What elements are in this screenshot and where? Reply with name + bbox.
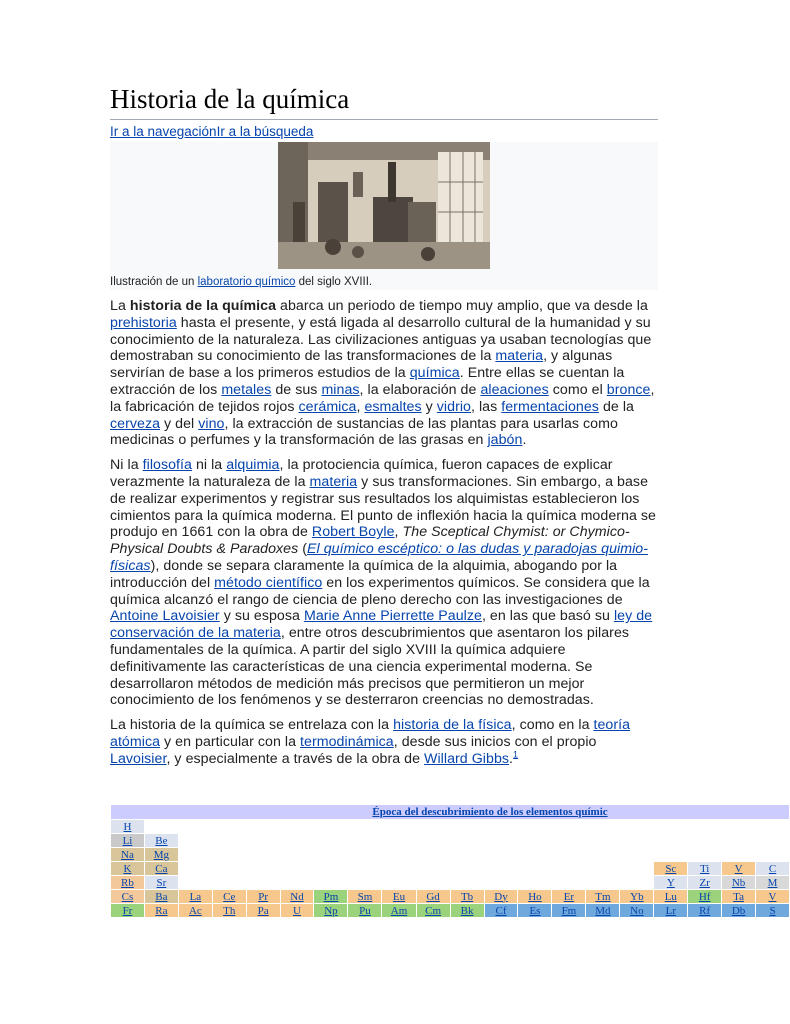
element-link[interactable]: Er (563, 890, 575, 903)
link-historia-fisica[interactable]: historia de la física (393, 717, 512, 734)
element-link[interactable]: U (293, 904, 301, 917)
link-bronce[interactable]: bronce (606, 381, 651, 398)
text: , la elaboración de (359, 381, 481, 398)
element-link[interactable]: Ta (733, 890, 744, 903)
element-link[interactable]: Nb (731, 876, 746, 889)
link-prehistoria[interactable]: prehistoria (110, 314, 177, 331)
text: . Entre ellas se cuentan la extracción de los (110, 365, 625, 398)
text: como el (548, 381, 607, 398)
element-link[interactable]: Ti (699, 862, 710, 875)
text: y sus transformaciones. Sin embargo, a base de realizar experimentos y registrar sus resultados los alquimistas establecieron los cimientos para la química moderna. El punto de inflexión hacia la química moderna se produjo en 1661 con la obra de (110, 473, 656, 541)
element-link[interactable]: Sc (665, 862, 677, 875)
table-row (111, 820, 790, 834)
element-cell[interactable] (620, 904, 654, 918)
element-link[interactable]: Ce (223, 890, 236, 903)
element-cell[interactable] (212, 904, 246, 918)
element-link[interactable]: Cm (425, 904, 442, 917)
element-cell[interactable] (518, 904, 552, 918)
jump-links (110, 124, 658, 140)
element-cell[interactable] (654, 904, 688, 918)
element-link[interactable]: Gd (426, 890, 440, 903)
element-link[interactable]: Db (731, 904, 746, 917)
element-cell[interactable] (586, 904, 620, 918)
element-link[interactable]: Pm (323, 890, 339, 903)
element-link[interactable]: Be (155, 834, 168, 847)
element-link[interactable]: Y (666, 876, 675, 889)
element-cell[interactable] (416, 904, 450, 918)
text: hasta el presente, y está ligada al desarrollo cultural de la humanidad y su conocimiento de la naturaleza. Las civilizaciones antiguas ya usaban tecnologías que demostraban su conocimiento de las transformaciones de la (110, 314, 652, 365)
element-link[interactable]: Dy (494, 890, 508, 903)
element-cell[interactable] (756, 904, 790, 918)
element-link[interactable]: Mg (153, 848, 170, 861)
element-link[interactable]: Ho (528, 890, 542, 903)
text: ni la (191, 457, 227, 474)
element-link[interactable]: Ac (188, 904, 202, 917)
element-cell[interactable] (688, 876, 722, 890)
element-cell[interactable] (654, 862, 688, 876)
table-row (111, 890, 790, 904)
element-link[interactable]: Li (122, 834, 133, 847)
empty-cell (178, 848, 789, 862)
link-marie-anne-paulze[interactable]: Marie Anne Pierrette Paulze (303, 608, 482, 625)
element-link[interactable]: Es (529, 904, 541, 917)
text: , (394, 524, 403, 541)
link-cerveza[interactable]: cerveza (110, 415, 161, 432)
text: , entre otros descubrimientos que asentaron los pilares fundamentales de la química. A partir del siglo XVIII la química adquiere definitivamente las características de una ciencia experimental moderna. Se desarrollaron métodos de medición más precisos que permitieron un mejor conocimiento de los fenómenos y se desterraron creencias no demostradas. (110, 625, 630, 709)
link-vino[interactable]: vino (198, 415, 225, 432)
link-ceramica[interactable]: cerámica (298, 398, 357, 415)
page-title: Historia de la química (110, 82, 658, 120)
element-link[interactable]: Tb (460, 890, 474, 903)
periodic-table (110, 804, 790, 918)
link-vidrio[interactable]: vidrio (436, 398, 471, 415)
text: abarca un periodo de tiempo muy amplio, que va desde la (276, 298, 648, 314)
element-link[interactable]: Sr (156, 876, 167, 889)
element-cell[interactable] (586, 890, 620, 904)
element-cell[interactable] (484, 890, 518, 904)
element-cell[interactable] (450, 890, 484, 904)
text: en los experimentos químicos. Se considera que la química alcanzó el rango de ciencia de pleno derecho con las investigaciones de (110, 574, 650, 608)
table-row (111, 876, 790, 890)
text: , y algunas servirían de base a los primeros estudios de la (110, 348, 613, 382)
text: ( (298, 541, 308, 558)
element-cell[interactable] (111, 862, 145, 876)
element-cell[interactable] (144, 904, 178, 918)
element-link[interactable]: M (767, 876, 778, 889)
element-cell[interactable] (654, 890, 688, 904)
paragraph-2 (110, 457, 658, 709)
element-cell[interactable] (280, 904, 314, 918)
link-alquimia[interactable]: alquimia (226, 457, 280, 474)
element-cell[interactable] (654, 876, 688, 890)
element-cell[interactable] (314, 904, 348, 918)
link-ley-conservacion-materia[interactable]: ley de conservación de la materia (110, 608, 653, 642)
link-lavoisier[interactable]: Lavoisier (110, 750, 167, 767)
caption-text: Ilustración de un (110, 276, 198, 288)
text: , y especialmente a través de la obra de (166, 750, 425, 767)
element-cell[interactable] (416, 890, 450, 904)
text: , como en la (511, 717, 594, 734)
element-link[interactable]: Th (223, 904, 236, 917)
element-cell[interactable] (348, 904, 382, 918)
element-cell[interactable] (144, 848, 178, 862)
table-header (111, 805, 790, 820)
link-robert-boyle[interactable]: Robert Boyle (311, 524, 395, 541)
paragraph-3 (110, 717, 658, 767)
element-link[interactable]: Zr (699, 876, 710, 889)
paragraph-1 (110, 298, 658, 449)
table-row (111, 904, 790, 918)
element-cell[interactable] (348, 890, 382, 904)
element-cell[interactable] (178, 904, 212, 918)
element-cell[interactable] (144, 834, 178, 848)
element-link[interactable]: No (630, 904, 644, 917)
table-row (111, 848, 790, 862)
link-materia[interactable]: materia (495, 348, 544, 365)
element-link[interactable]: V (734, 862, 743, 875)
book-title: The Sceptical Chymist: or Chymico-Physical Doubts & Paradoxes (110, 524, 630, 558)
table-header-link[interactable]: Época del descubrimiento de los elementos químic (372, 806, 608, 818)
jump-to-search-link[interactable]: Ir a la búsqueda (216, 124, 314, 139)
element-link[interactable]: H (123, 820, 132, 833)
element-link[interactable]: Sm (357, 890, 373, 903)
table-header-row (111, 805, 790, 820)
element-link[interactable]: Pr (258, 890, 269, 903)
text: , la extracción de sustancias de las plantas para usarlas como medicinas o perfumes y la transformación de las grasas en (110, 415, 618, 449)
element-cell[interactable] (212, 890, 246, 904)
element-cell[interactable] (246, 904, 280, 918)
text: ), donde se separa claramente la química de la alquimia, abogando por la introducción del (110, 557, 618, 591)
link-teoria-atomica[interactable]: teoría atómica (110, 717, 631, 750)
element-cell[interactable] (688, 890, 722, 904)
text: y en particular con la (160, 733, 301, 750)
element-link[interactable]: K (123, 862, 132, 875)
element-link[interactable]: Pa (257, 904, 269, 917)
article (110, 82, 658, 768)
link-antoine-lavoisier[interactable]: Antoine Lavoisier (110, 608, 220, 625)
figure-caption (110, 276, 372, 288)
element-link[interactable]: Nd (290, 890, 304, 903)
text: , la fabricación de tejidos rojos (110, 381, 655, 415)
element-link[interactable]: Am (390, 904, 408, 917)
text: , las (470, 398, 502, 415)
element-link[interactable]: Ra (155, 904, 168, 917)
element-cell[interactable] (111, 904, 145, 918)
lead-figure (110, 142, 658, 290)
element-cell[interactable] (111, 834, 145, 848)
text: , en las que basó su (481, 608, 614, 625)
element-cell[interactable] (756, 862, 790, 876)
empty-cell (178, 834, 789, 848)
element-link[interactable]: Lr (665, 904, 676, 917)
element-cell[interactable] (722, 904, 756, 918)
element-cell[interactable] (314, 890, 348, 904)
element-link[interactable]: Lu (664, 890, 677, 903)
element-cell[interactable] (144, 890, 178, 904)
text: , (356, 398, 365, 415)
element-link[interactable]: C (768, 862, 777, 875)
link-jabon[interactable]: jabón (487, 432, 523, 449)
element-link[interactable]: Pu (359, 904, 371, 917)
text: . (509, 750, 514, 767)
element-link[interactable]: Rf (699, 904, 711, 917)
text: de la (598, 398, 634, 415)
text: , desde sus inicios con el propio (393, 733, 597, 750)
caption-text-end: del siglo XVIII. (295, 276, 373, 288)
element-cell[interactable] (111, 848, 145, 862)
link-metodo-cientifico[interactable]: método científico (214, 574, 323, 591)
text: Ni la (110, 457, 143, 474)
element-cell[interactable] (688, 904, 722, 918)
element-link[interactable]: Np (324, 904, 338, 917)
link-termodinamica[interactable]: termodinámica (300, 733, 394, 750)
element-link[interactable]: Hf (698, 890, 711, 903)
element-link[interactable]: Fm (561, 904, 577, 917)
element-link[interactable]: Bk (460, 904, 474, 917)
element-cell[interactable] (111, 876, 145, 890)
empty-cell (178, 862, 653, 876)
element-cell[interactable] (111, 820, 145, 834)
link-fermentaciones[interactable]: fermentaciones (501, 398, 599, 415)
element-link[interactable]: S (769, 904, 776, 917)
element-link[interactable]: V (768, 890, 777, 903)
element-cell[interactable] (722, 876, 756, 890)
link-filosofia[interactable]: filosofía (142, 457, 192, 474)
element-link[interactable]: La (189, 890, 202, 903)
text: La historia de la química se entrelaza con la (110, 717, 394, 734)
text: de sus (271, 381, 322, 398)
link-quimica[interactable]: química (409, 365, 460, 382)
link-minas[interactable]: minas (321, 381, 360, 398)
element-link[interactable]: Yb (630, 890, 644, 903)
text: , la protociencia química, fueron capaces de explicar verazmente la naturaleza de la (110, 457, 613, 490)
element-cell[interactable] (246, 890, 280, 904)
element-cell[interactable] (178, 890, 212, 904)
link-esmaltes[interactable]: esmaltes (364, 398, 422, 415)
element-cell[interactable] (382, 904, 416, 918)
text: y (421, 398, 437, 415)
element-cell[interactable] (111, 890, 145, 904)
link-metales[interactable]: metales (221, 381, 272, 398)
element-cell[interactable] (144, 876, 178, 890)
element-cell[interactable] (688, 862, 722, 876)
jump-to-navigation-link[interactable]: Ir a la navegación (110, 124, 217, 139)
element-cell[interactable] (756, 876, 790, 890)
laboratory-engraving-image (278, 142, 490, 269)
element-cell[interactable] (484, 904, 518, 918)
bold-term: historia de la química (129, 298, 277, 314)
element-link[interactable]: Rb (121, 876, 134, 889)
element-cell[interactable] (620, 890, 654, 904)
element-cell[interactable] (518, 890, 552, 904)
element-cell[interactable] (450, 904, 484, 918)
element-cell[interactable] (722, 890, 756, 904)
text: . (522, 432, 527, 449)
empty-cell (144, 820, 789, 834)
link-aleaciones[interactable]: aleaciones (480, 381, 549, 398)
element-cell[interactable] (552, 890, 586, 904)
laboratory-illustration[interactable] (278, 142, 490, 269)
table-row (111, 834, 790, 848)
text: La (110, 298, 130, 314)
element-link[interactable]: Ba (155, 890, 168, 903)
element-cell[interactable] (552, 904, 586, 918)
link-materia[interactable]: materia (309, 473, 358, 490)
text: y su esposa (219, 608, 304, 625)
element-link[interactable]: Cs (121, 890, 134, 903)
element-cell[interactable] (722, 862, 756, 876)
element-link[interactable]: Na (121, 848, 134, 861)
caption-link-laboratorio[interactable]: laboratorio químico (197, 276, 296, 288)
table-row (111, 862, 790, 876)
element-link[interactable]: Tm (595, 890, 611, 903)
reference-link[interactable]: 1 (513, 748, 519, 759)
element-link[interactable]: Eu (392, 890, 406, 903)
element-cell[interactable] (382, 890, 416, 904)
element-link[interactable]: Cf (495, 904, 507, 917)
element-link[interactable]: Fr (122, 904, 133, 917)
element-link[interactable]: Md (595, 904, 611, 917)
element-link[interactable]: Ca (155, 862, 168, 875)
element-cell[interactable] (144, 862, 178, 876)
element-cell[interactable] (756, 890, 790, 904)
text: y del (160, 415, 199, 432)
link-el-quimico-esceptico[interactable]: El químico escéptico: o las dudas y paradojas quimio-físicas (110, 541, 648, 574)
link-willard-gibbs[interactable]: Willard Gibbs (424, 750, 510, 767)
empty-cell (178, 876, 653, 890)
element-cell[interactable] (280, 890, 314, 904)
